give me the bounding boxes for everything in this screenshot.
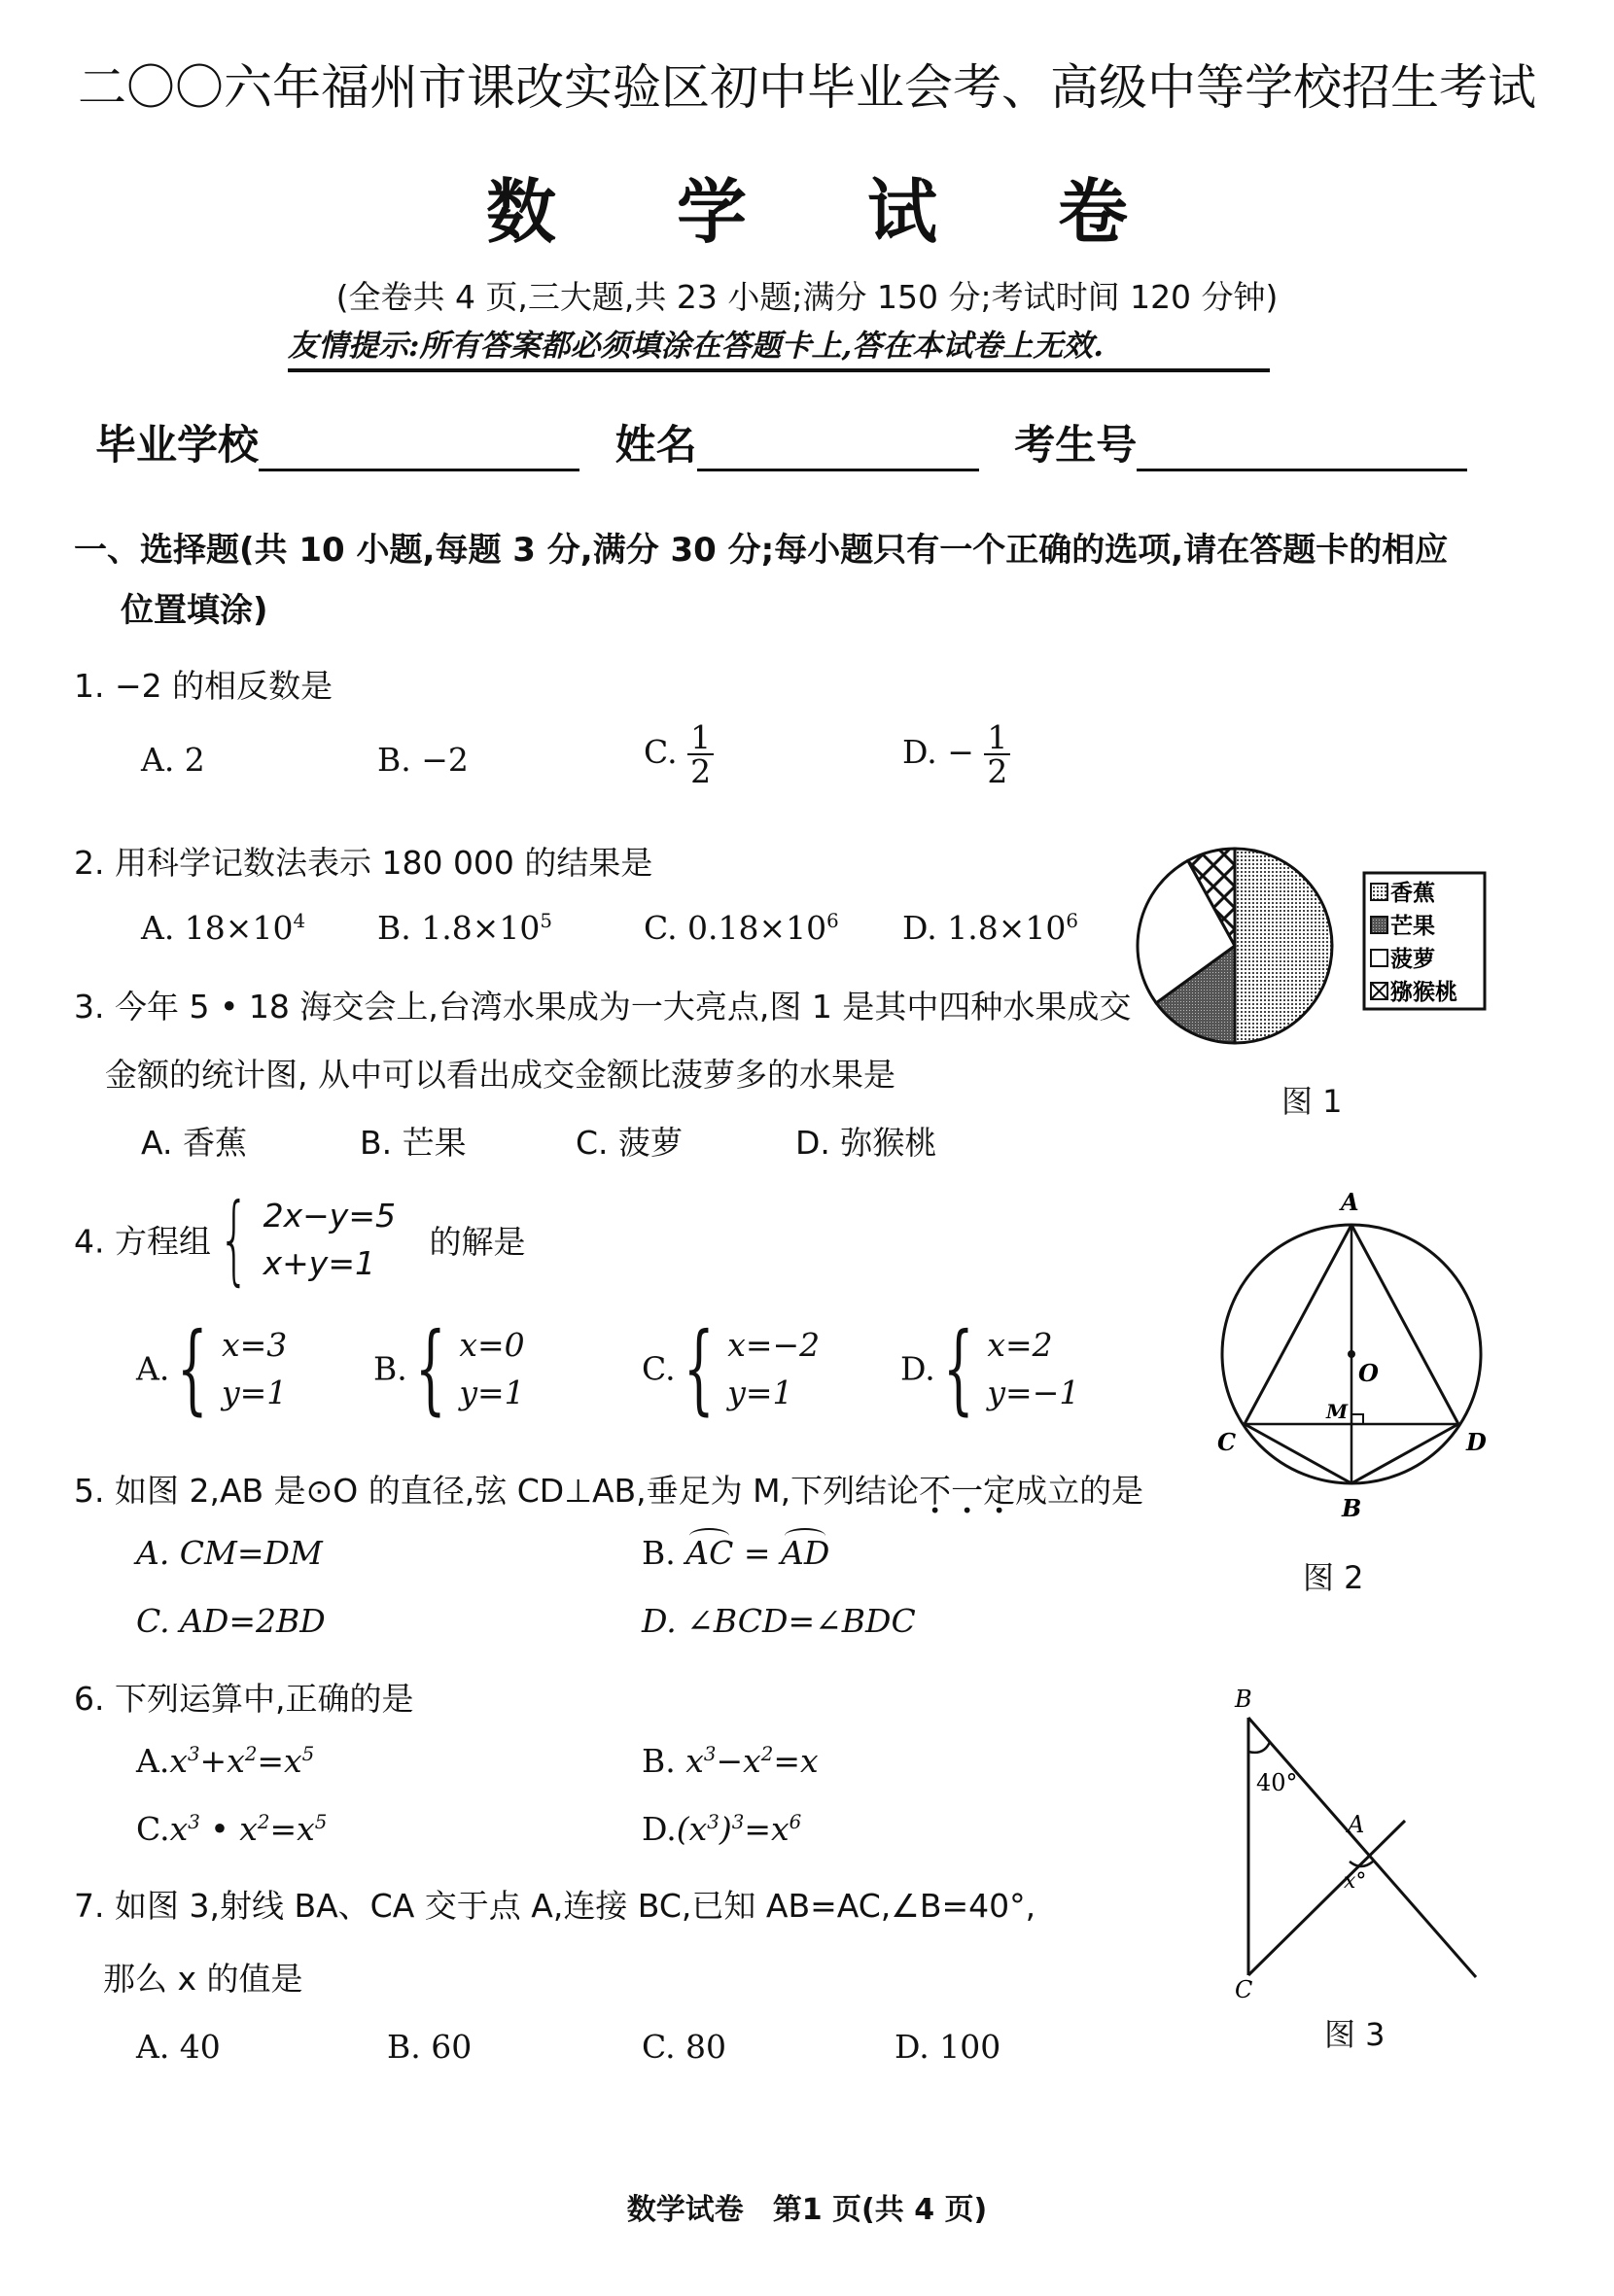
legend-swatch-banana bbox=[1371, 884, 1387, 900]
q7-option-c[interactable]: C. 80 bbox=[642, 2028, 727, 2066]
x-value: x=0 bbox=[459, 1325, 525, 1364]
x-value: x=−2 bbox=[727, 1325, 821, 1364]
q2-d-text: D. 1.8×10 bbox=[902, 909, 1067, 947]
label-m: M bbox=[1326, 1400, 1349, 1423]
figure-1-caption: 图 1 bbox=[1281, 1083, 1343, 1120]
option-label: B. bbox=[642, 1534, 676, 1572]
q2-option-c[interactable] bbox=[644, 909, 839, 947]
right-angle-mark bbox=[1351, 1414, 1363, 1424]
denominator: 2 bbox=[690, 752, 712, 790]
q1-c-fraction bbox=[687, 718, 714, 790]
q3-option-a[interactable]: A. 香蕉 bbox=[141, 1124, 247, 1162]
exam-title: 二〇〇六年福州市课改实验区初中毕业会考、高级中等学校招生考试 bbox=[78, 59, 1536, 116]
q4-option-b[interactable] bbox=[373, 1311, 525, 1425]
exponent: 6 bbox=[826, 910, 839, 932]
numerator: 1 bbox=[687, 721, 714, 755]
exponent: 3 bbox=[187, 1743, 200, 1765]
q4-option-c[interactable] bbox=[642, 1311, 821, 1425]
pie-slice-banana bbox=[1235, 849, 1332, 1043]
q1-d-label: D. − bbox=[902, 733, 974, 771]
figure-1-pie-chart bbox=[1128, 844, 1497, 1048]
q2-option-d[interactable] bbox=[902, 909, 1078, 947]
q5-stem-post: 成立的是 bbox=[1015, 1472, 1144, 1510]
name-field[interactable] bbox=[615, 413, 979, 471]
legend-label: 猕猴桃 bbox=[1390, 980, 1457, 1005]
q1-option-d[interactable] bbox=[902, 718, 1010, 790]
id-blank[interactable] bbox=[1137, 430, 1467, 471]
equation-1: 2x−y=5 bbox=[263, 1196, 396, 1235]
subject-char: 试 bbox=[867, 170, 938, 253]
option-label: A. bbox=[136, 1349, 170, 1388]
ray-ca bbox=[1248, 1821, 1405, 1975]
q7-option-b[interactable]: B. 60 bbox=[387, 2028, 473, 2066]
label-b: B bbox=[1342, 1494, 1362, 1522]
subject-char: 数 bbox=[485, 170, 556, 253]
q4-option-a[interactable] bbox=[136, 1311, 288, 1425]
q1-c-label: C. bbox=[644, 733, 678, 771]
left-brace-icon: { bbox=[414, 1311, 446, 1425]
term: (x bbox=[676, 1810, 708, 1848]
page-footer: 数学试卷 第1 页(共 4 页) bbox=[626, 2193, 988, 2227]
q2-b-text: B. 1.8×10 bbox=[377, 909, 541, 947]
option-label: C. bbox=[136, 1810, 170, 1848]
term: x bbox=[169, 1810, 189, 1848]
option-label: A. bbox=[136, 1742, 170, 1780]
option-system bbox=[216, 1321, 287, 1417]
left-brace-icon: { bbox=[942, 1311, 974, 1425]
question-5-stem bbox=[74, 1466, 1143, 1512]
q6-option-b[interactable] bbox=[642, 1742, 819, 1780]
term: −x bbox=[716, 1742, 761, 1780]
name-blank[interactable] bbox=[697, 430, 979, 471]
exponent: 3 bbox=[731, 1811, 745, 1833]
legend-label: 芒果 bbox=[1390, 914, 1435, 939]
option-label: D. bbox=[642, 1810, 677, 1848]
center-point bbox=[1348, 1350, 1355, 1358]
denominator: 2 bbox=[987, 752, 1008, 790]
segment-cb bbox=[1245, 1424, 1351, 1483]
option-label: B. bbox=[373, 1349, 407, 1388]
pie-slices bbox=[1138, 849, 1332, 1043]
legend-swatch-mango bbox=[1371, 917, 1387, 933]
angle-b-arc bbox=[1248, 1742, 1270, 1753]
label-o: O bbox=[1358, 1359, 1379, 1387]
label-c: C bbox=[1235, 1976, 1253, 2003]
school-blank[interactable] bbox=[259, 430, 579, 471]
label-d: D bbox=[1466, 1428, 1487, 1456]
ray-ba bbox=[1248, 1718, 1476, 1977]
question-2-stem: 2. 用科学记数法表示 180 000 的结果是 bbox=[74, 844, 653, 882]
q4-prefix: 4. 方程组 bbox=[74, 1222, 211, 1261]
numerator: 1 bbox=[984, 721, 1010, 755]
option-label: C. bbox=[642, 1349, 676, 1388]
q2-option-b[interactable] bbox=[377, 909, 552, 947]
left-brace-icon: { bbox=[218, 1182, 250, 1296]
q6-option-d[interactable] bbox=[642, 1810, 801, 1848]
exponent: 5 bbox=[314, 1811, 328, 1833]
term: • x bbox=[199, 1810, 258, 1848]
segment-ad bbox=[1351, 1225, 1458, 1424]
angle-x-label: x° bbox=[1344, 1869, 1367, 1894]
candidate-fields bbox=[95, 413, 1489, 471]
q3-option-d[interactable]: D. 弥猴桃 bbox=[795, 1124, 937, 1162]
left-brace-icon: { bbox=[177, 1311, 209, 1425]
exponent: 3 bbox=[703, 1743, 717, 1765]
q2-option-a[interactable] bbox=[141, 909, 305, 947]
segment-ac bbox=[1245, 1225, 1351, 1424]
q7-option-a[interactable]: A. 40 bbox=[136, 2028, 221, 2066]
emphasis-char: 一 bbox=[951, 1472, 984, 1510]
exponent: 3 bbox=[188, 1811, 200, 1833]
q2-c-text: C. 0.18×10 bbox=[644, 909, 827, 947]
section-heading: 一、选择题(共 10 小题,每题 3 分,满分 30 分;每小题只有一个正确的选项,请在答题卡的相应 bbox=[74, 531, 1449, 570]
option-label: B. bbox=[642, 1742, 676, 1780]
angle-b-label: 40° bbox=[1256, 1769, 1298, 1796]
exponent: 4 bbox=[293, 910, 306, 932]
term: x bbox=[685, 1742, 704, 1780]
subject-title bbox=[0, 156, 1614, 257]
term: ) bbox=[719, 1810, 732, 1848]
option-label: D. bbox=[900, 1349, 935, 1388]
emphasis-char: 定 bbox=[983, 1472, 1016, 1510]
question-6-stem: 6. 下列运算中,正确的是 bbox=[74, 1680, 414, 1718]
id-field[interactable] bbox=[1014, 413, 1467, 471]
option-system bbox=[981, 1321, 1079, 1417]
q3-option-b[interactable]: B. 芒果 bbox=[360, 1124, 467, 1162]
exponent: 5 bbox=[540, 910, 552, 932]
y-value: y=−1 bbox=[987, 1374, 1080, 1411]
arc-ac: AC bbox=[685, 1534, 734, 1572]
q6-option-a[interactable] bbox=[136, 1742, 314, 1780]
figure-2-caption: 图 2 bbox=[1303, 1559, 1364, 1596]
term: x bbox=[169, 1742, 188, 1780]
legend-label: 香蕉 bbox=[1390, 881, 1435, 906]
section-heading-cont: 位置填涂) bbox=[121, 591, 268, 630]
equation-2: x+y=1 bbox=[263, 1244, 375, 1282]
q5-stem-pre: 5. 如图 2,AB 是⊙O 的直径,弦 CD⊥AB,垂足为 M,下列结论 bbox=[74, 1472, 920, 1510]
q1-option-a[interactable]: A. 2 bbox=[141, 741, 205, 779]
x-value: x=3 bbox=[221, 1325, 288, 1364]
exponent: 5 bbox=[301, 1743, 315, 1765]
label-b: B bbox=[1235, 1686, 1252, 1713]
q5-option-c[interactable]: C. AD=2BD bbox=[136, 1602, 326, 1640]
figure-3-rays-diagram bbox=[1206, 1672, 1497, 2003]
subject-char: 卷 bbox=[1058, 170, 1129, 253]
exponent: 3 bbox=[707, 1811, 719, 1833]
y-value: y=1 bbox=[727, 1374, 793, 1411]
figure-2-circle-diagram bbox=[1206, 1181, 1497, 1531]
emphasis-char: 不 bbox=[919, 1472, 952, 1510]
q7-option-d[interactable]: D. 100 bbox=[895, 2028, 1001, 2066]
exponent: 6 bbox=[789, 1811, 802, 1833]
label-a: A bbox=[1348, 1811, 1365, 1838]
id-label: 考生号 bbox=[1014, 421, 1138, 469]
x-value: x=2 bbox=[987, 1325, 1053, 1364]
figure-3-caption: 图 3 bbox=[1324, 2016, 1386, 2053]
q1-option-c[interactable] bbox=[644, 718, 714, 790]
q1-d-fraction bbox=[984, 718, 1010, 790]
q4-suffix: 的解是 bbox=[429, 1222, 526, 1261]
term: =x bbox=[744, 1810, 789, 1848]
legend-swatch-pineapple bbox=[1371, 950, 1387, 966]
exponent: 6 bbox=[1066, 910, 1078, 932]
label-c: C bbox=[1217, 1428, 1237, 1456]
q1-option-b[interactable]: B. −2 bbox=[377, 741, 469, 779]
y-value: y=1 bbox=[459, 1374, 525, 1411]
option-system bbox=[453, 1321, 524, 1417]
school-label: 毕业学校 bbox=[95, 421, 260, 469]
q4-system bbox=[258, 1192, 396, 1288]
term: =x bbox=[773, 1742, 819, 1780]
term: =x bbox=[269, 1810, 315, 1848]
subject-char: 学 bbox=[676, 170, 747, 253]
question-4-stem bbox=[74, 1182, 526, 1307]
exponent: 2 bbox=[244, 1743, 258, 1765]
question-3-stem: 3. 今年 5 • 18 海交会上,台湾水果成为一大亮点,图 1 是其中四种水果成交 bbox=[74, 988, 1132, 1026]
left-brace-icon: { bbox=[683, 1311, 715, 1425]
y-value: y=1 bbox=[221, 1374, 288, 1411]
term: =x bbox=[257, 1742, 302, 1780]
legend-label: 菠萝 bbox=[1390, 947, 1435, 972]
q3-option-c[interactable]: C. 菠萝 bbox=[576, 1124, 684, 1162]
question-1-stem: 1. −2 的相反数是 bbox=[74, 667, 333, 705]
exam-tip: 友情提示:所有答案都必须填涂在答题卡上,答在本试卷上无效. bbox=[288, 321, 1270, 372]
q6-option-c[interactable] bbox=[136, 1810, 327, 1848]
question-7-stem-cont: 那么 x 的值是 bbox=[103, 1960, 303, 1998]
pie-legend bbox=[1364, 873, 1485, 1009]
option-system bbox=[721, 1321, 820, 1417]
q5-option-d[interactable]: D. ∠BCD=∠BDC bbox=[642, 1602, 916, 1640]
q4-option-d[interactable] bbox=[900, 1311, 1080, 1425]
q5-option-b[interactable] bbox=[642, 1534, 829, 1572]
name-label: 姓名 bbox=[614, 421, 697, 469]
segment-db bbox=[1351, 1424, 1458, 1483]
exponent: 2 bbox=[760, 1743, 774, 1765]
question-3-stem-cont: 金额的统计图, 从中可以看出成交金额比菠萝多的水果是 bbox=[105, 1056, 895, 1094]
equals-sign: = bbox=[743, 1534, 771, 1572]
term: +x bbox=[199, 1742, 245, 1780]
question-7-stem: 7. 如图 3,射线 BA、CA 交于点 A,连接 BC,已知 AB=AC,∠B=40°, bbox=[74, 1887, 1036, 1925]
q2-a-text: A. 18×10 bbox=[141, 909, 294, 947]
arc-ad: AD bbox=[781, 1534, 830, 1572]
q5-option-a[interactable]: A. CM=DM bbox=[136, 1534, 323, 1572]
label-a: A bbox=[1341, 1188, 1359, 1216]
exam-info: (全卷共 4 页,三大题,共 23 小题;满分 150 分;考试时间 120 分钟) bbox=[335, 278, 1279, 316]
school-field[interactable] bbox=[95, 413, 579, 471]
exponent: 2 bbox=[257, 1811, 270, 1833]
